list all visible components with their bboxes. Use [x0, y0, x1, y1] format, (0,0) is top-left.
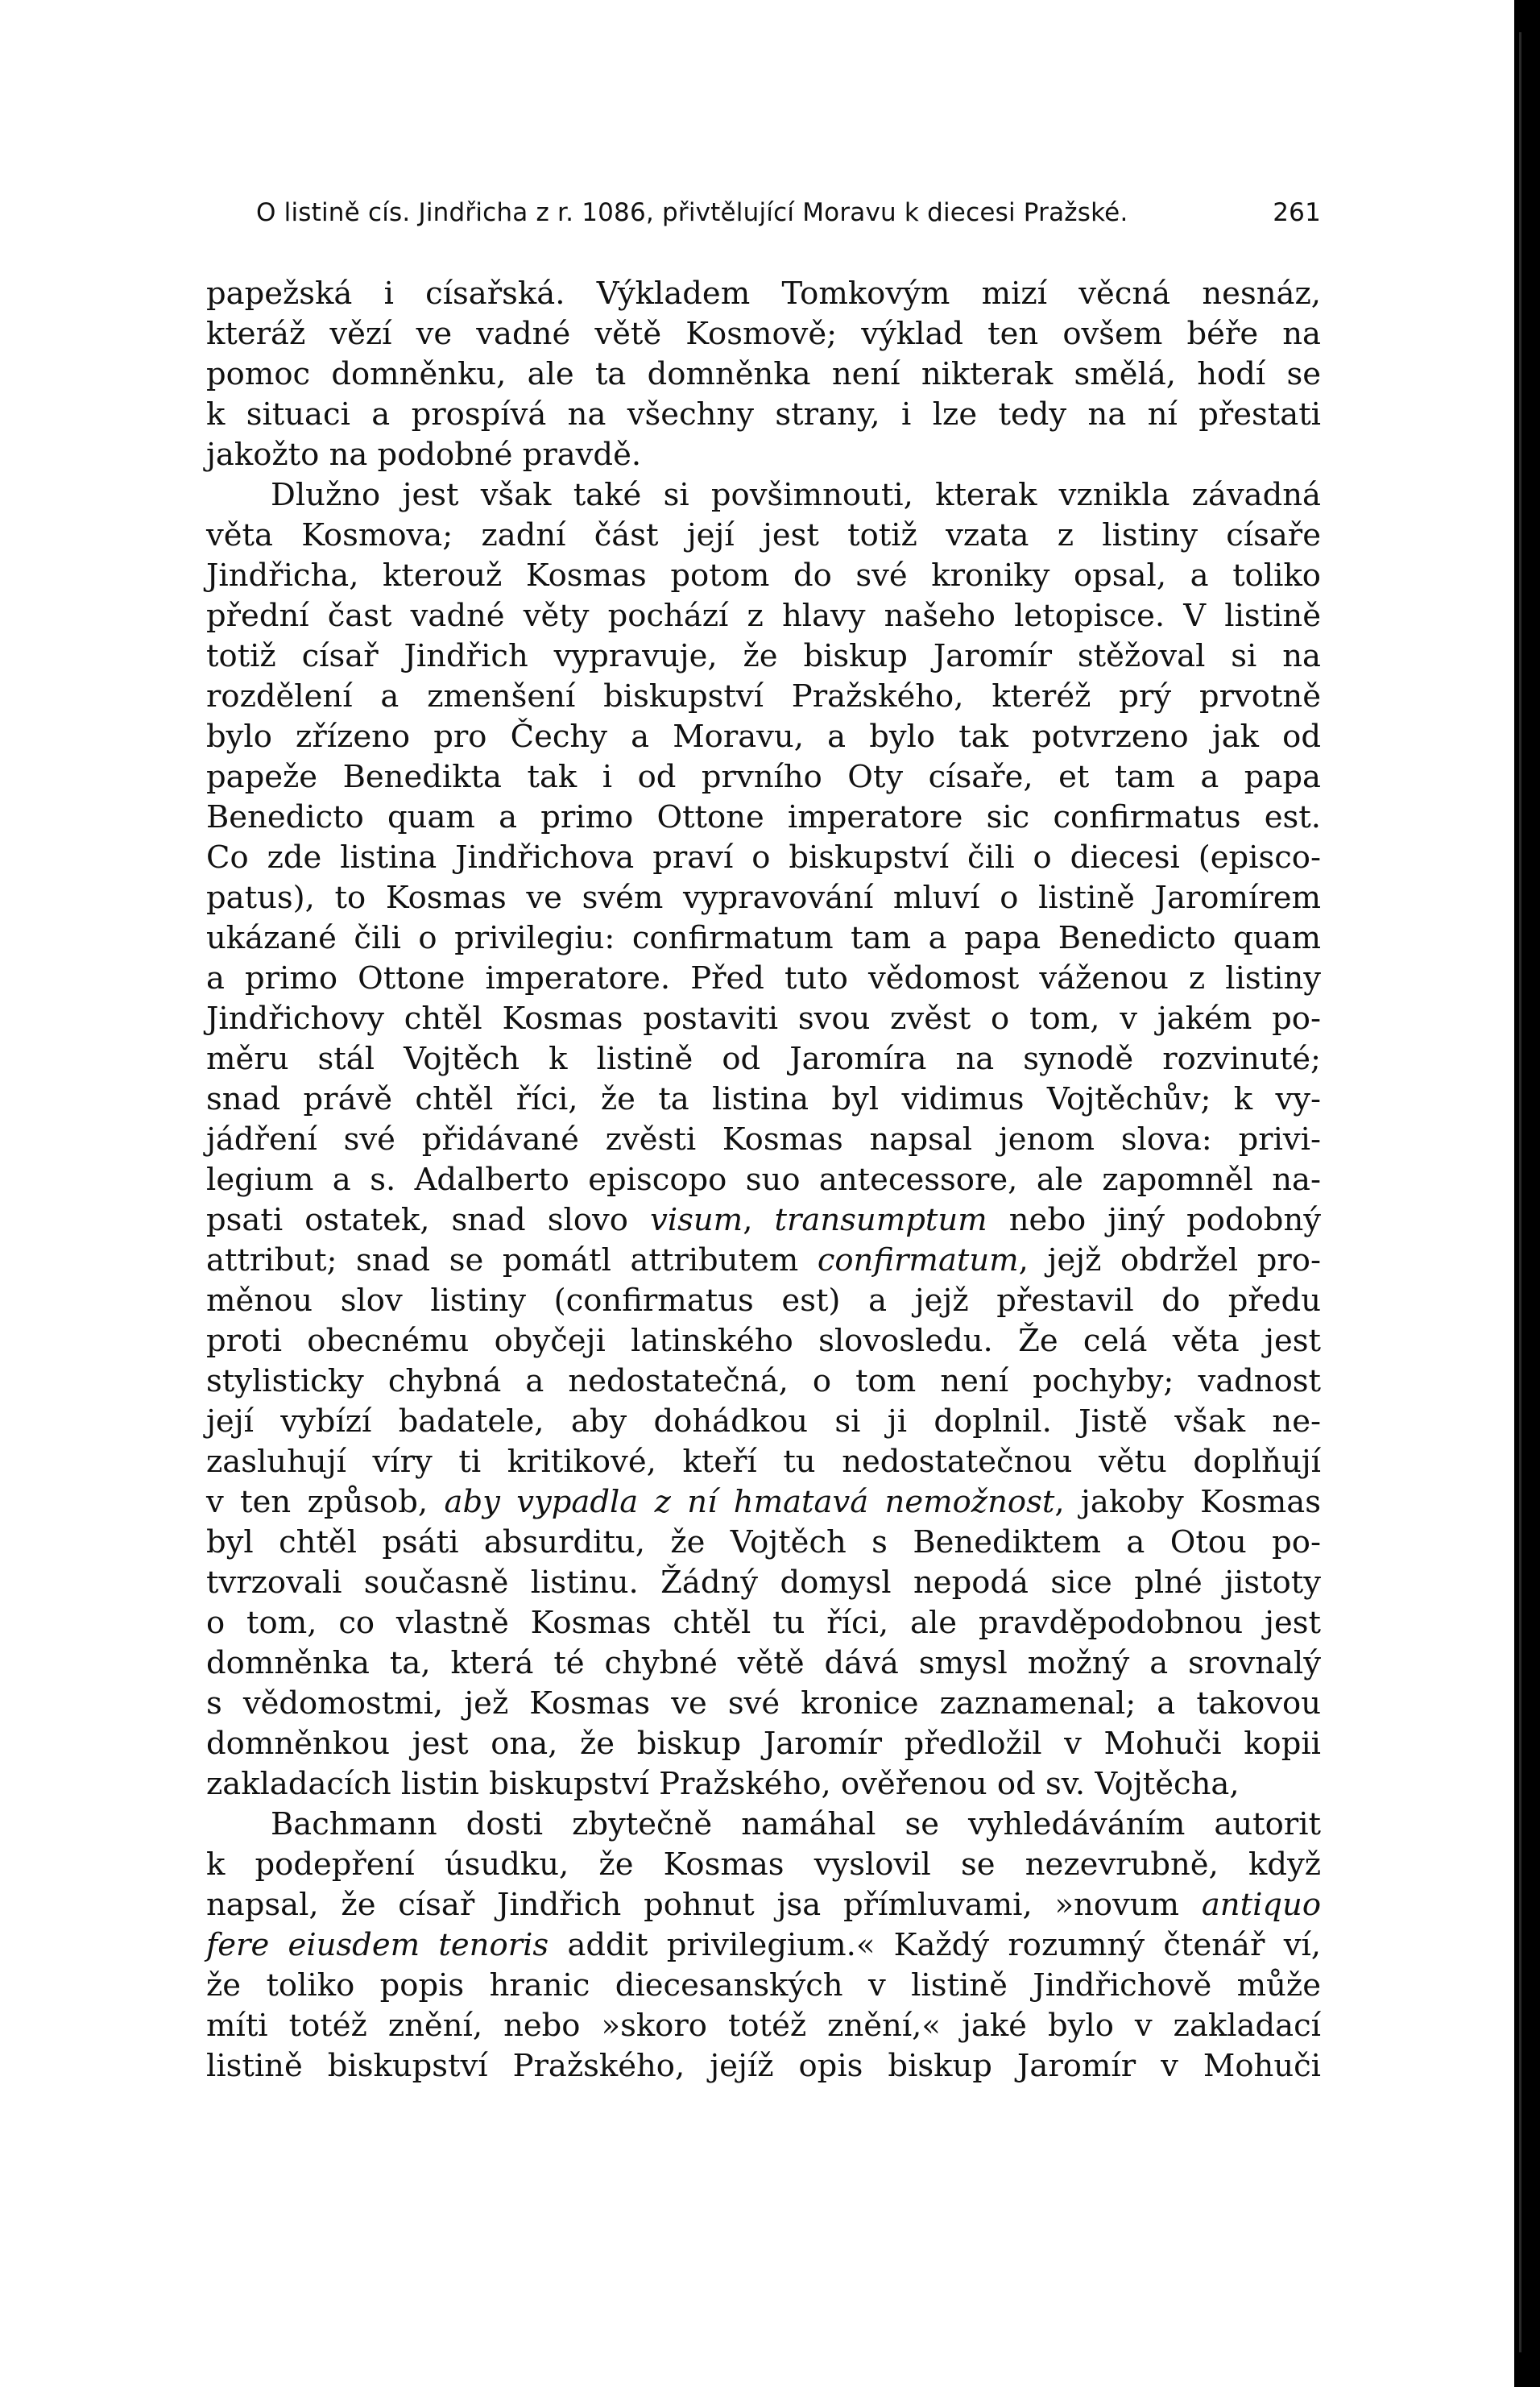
scan-border-line	[1519, 32, 1521, 2352]
text-segment: míti totéž znění, nebo »skoro totéž znění,« jaké bylo v zakladací	[206, 2008, 1321, 2044]
text-line	[206, 1120, 1321, 1160]
text-segment: s vědomostmi, jež Kosmas ve své kronice zaznamenal; a takovou	[206, 1685, 1321, 1722]
text-line	[206, 1080, 1321, 1120]
text-segment: Jindřicha, kterouž Kosmas potom do své kroniky opsal, a toliko	[206, 557, 1321, 594]
text-segment: zasluhují víry ti kritikové, kteří tu nedostatečnou větu doplňují	[206, 1444, 1321, 1480]
text-segment: jádření své přidávané zvěsti Kosmas napsal jenom slova: privi-	[206, 1121, 1321, 1158]
text-line	[206, 1281, 1321, 1321]
text-segment: legium a s. Adalberto episcopo suo antecessore, ale zapomněl na-	[206, 1162, 1321, 1198]
text-segment: byl chtěl psáti absurditu, že Vojtěch s Benediktem a Otou po-	[206, 1524, 1321, 1560]
text-segment: pomoc domněnku, ale ta domněnka není nikterak smělá, hodí se	[206, 356, 1321, 392]
text-segment: rozdělení a zmenšení biskupství Pražského, kteréž prý prvotně	[206, 678, 1321, 715]
text-line	[206, 1684, 1321, 1724]
text-line	[206, 757, 1321, 798]
text-segment: měru stál Vojtěch k listině od Jaromíra na synodě rozvinuté;	[206, 1041, 1321, 1077]
text-line	[206, 1724, 1321, 1764]
text-line	[206, 1885, 1321, 1925]
page-number: 261	[1273, 198, 1321, 227]
text-segment: jakožto na podobné pravdě.	[206, 437, 642, 473]
italic-text: transumptum	[774, 1202, 987, 1238]
italic-text: confirmatum	[817, 1242, 1019, 1278]
text-line	[206, 1966, 1321, 2006]
text-line	[206, 1603, 1321, 1643]
text-line	[206, 556, 1321, 596]
text-line	[206, 516, 1321, 556]
text-line	[206, 274, 1321, 314]
italic-text: aby vypadla z ní hmatavá nemožnost	[444, 1484, 1055, 1520]
text-segment: , jejž obdržel pro-	[1018, 1242, 1321, 1278]
text-line	[206, 1523, 1321, 1563]
text-segment: domněnkou jest ona, že biskup Jaromír předložil v Mohuči kopii	[206, 1726, 1321, 1762]
text-segment: Bachmann dosti zbytečně namáhal se vyhledáváním autorit	[271, 1806, 1321, 1842]
text-segment: kteráž vězí ve vadné větě Kosmově; výklad ten ovšem béře na	[206, 316, 1321, 352]
text-segment: proti obecnému obyčeji latinského slovosledu. Že celá věta jest	[206, 1323, 1321, 1359]
italic-text: antiquo	[1201, 1887, 1321, 1923]
text-segment: Jindřichovy chtěl Kosmas postaviti svou zvěst o tom, v jakém po-	[206, 1001, 1321, 1037]
text-segment: bylo zřízeno pro Čechy a Moravu, a bylo tak potvrzeno jak od	[206, 719, 1321, 755]
text-segment: Co zde listina Jindřichova praví o biskupství čili o diecesi (episco-	[206, 839, 1321, 876]
text-line	[206, 1845, 1321, 1885]
text-segment: v ten způsob,	[206, 1484, 445, 1520]
text-line	[206, 717, 1321, 757]
text-segment: věta Kosmova; zadní část její jest totiž vzata z listiny císaře	[206, 517, 1321, 553]
text-segment: attribut; snad se pomátl attributem	[206, 1242, 818, 1278]
text-line	[206, 314, 1321, 354]
text-segment: tvrzovali současně listinu. Žádný domysl nepodá sice plné jistoty	[206, 1564, 1321, 1601]
text-segment: její vybízí badatele, aby dohádkou si ji doplnil. Jistě však ne-	[206, 1403, 1321, 1440]
text-line	[206, 1200, 1321, 1241]
text-line	[206, 2046, 1321, 2087]
text-line	[206, 1925, 1321, 1966]
body-text	[206, 274, 1321, 2087]
text-line	[206, 1361, 1321, 1402]
text-segment: a primo Ottone imperatore. Před tuto vědomost váženou z listiny	[206, 960, 1321, 997]
text-segment: k situaci a prospívá na všechny strany, i lze tedy na ní přestati	[206, 396, 1321, 433]
text-segment: psati ostatek, snad slovo	[206, 1202, 651, 1238]
text-segment: přední čast vadné věty pochází z hlavy našeho letopisce. V listině	[206, 598, 1321, 634]
text-segment: patus), to Kosmas ve svém vypravování mluví o listině Jaromírem	[206, 880, 1321, 916]
text-segment: že toliko popis hranic diecesanských v listině Jindřichově může	[206, 1967, 1321, 2004]
text-line	[206, 677, 1321, 717]
text-segment: snad právě chtěl říci, že ta listina byl vidimus Vojtěchův; k vy-	[206, 1081, 1321, 1117]
text-line	[206, 798, 1321, 838]
text-segment: listině biskupství Pražského, jejíž opis biskup Jaromír v Mohuči	[206, 2048, 1321, 2084]
text-segment: totiž císař Jindřich vypravuje, že biskup Jaromír stěžoval si na	[206, 638, 1321, 674]
text-segment: ukázané čili o privilegiu: confirmatum tam a papa Benedicto quam	[206, 920, 1321, 956]
text-line	[206, 1563, 1321, 1603]
text-line	[206, 1805, 1321, 1845]
text-line	[206, 2006, 1321, 2046]
text-line	[206, 354, 1321, 395]
text-line	[206, 1321, 1321, 1361]
text-line	[206, 1241, 1321, 1281]
text-line	[206, 959, 1321, 999]
text-line	[206, 1442, 1321, 1482]
text-segment: , jakoby Kosmas	[1054, 1484, 1321, 1520]
running-head-title: O listině cís. Jindřicha z r. 1086, přivtělující Moravu k diecesi Pražské.	[256, 198, 1128, 227]
text-line	[206, 878, 1321, 918]
italic-text: fere eiusdem tenoris	[206, 1927, 549, 1963]
text-segment: stylisticky chybná a nedostatečná, o tom není pochyby; vadnost	[206, 1363, 1321, 1399]
text-segment: k podepření úsudku, že Kosmas vyslovil se nezevrubně, když	[206, 1846, 1321, 1883]
text-line	[206, 435, 1321, 475]
text-segment: Dlužno jest však také si povšimnouti, kterak vznikla závadná	[271, 477, 1321, 513]
scan-border	[1514, 0, 1540, 2387]
text-line	[206, 999, 1321, 1039]
text-line	[206, 395, 1321, 435]
text-line	[206, 1039, 1321, 1080]
text-segment: addit privilegium.« Každý rozumný čtenář ví,	[549, 1927, 1321, 1963]
text-line	[206, 1160, 1321, 1200]
text-segment: Benedicto quam a primo Ottone imperatore sic confirmatus est.	[206, 799, 1321, 835]
running-head	[256, 198, 1321, 238]
text-line	[206, 636, 1321, 677]
text-line	[206, 475, 1321, 516]
text-line	[206, 1402, 1321, 1442]
text-line	[206, 918, 1321, 959]
text-line	[206, 596, 1321, 636]
text-segment: napsal, že císař Jindřich pohnut jsa přímluvami, »novum	[206, 1887, 1202, 1923]
text-line	[206, 1482, 1321, 1523]
text-segment: ,	[743, 1202, 775, 1238]
text-line	[206, 838, 1321, 878]
italic-text: visum	[650, 1202, 743, 1238]
text-segment: o tom, co vlastně Kosmas chtěl tu říci, ale pravděpodobnou jest	[206, 1605, 1321, 1641]
text-segment: zakladacích listin biskupství Pražského, ověřenou od sv. Vojtěcha,	[206, 1766, 1240, 1802]
text-line	[206, 1764, 1321, 1805]
text-segment: nebo jiný podobný	[987, 1202, 1321, 1238]
text-segment: papeže Benedikta tak i od prvního Oty císaře, et tam a papa	[206, 759, 1321, 795]
text-segment: měnou slov listiny (confirmatus est) a jejž přestavil do předu	[206, 1283, 1321, 1319]
text-segment: domněnka ta, která té chybné větě dává smysl možný a srovnalý	[206, 1645, 1321, 1681]
text-line	[206, 1643, 1321, 1684]
text-segment: papežská i císařská. Výkladem Tomkovým mizí věcná nesnáz,	[206, 276, 1321, 312]
